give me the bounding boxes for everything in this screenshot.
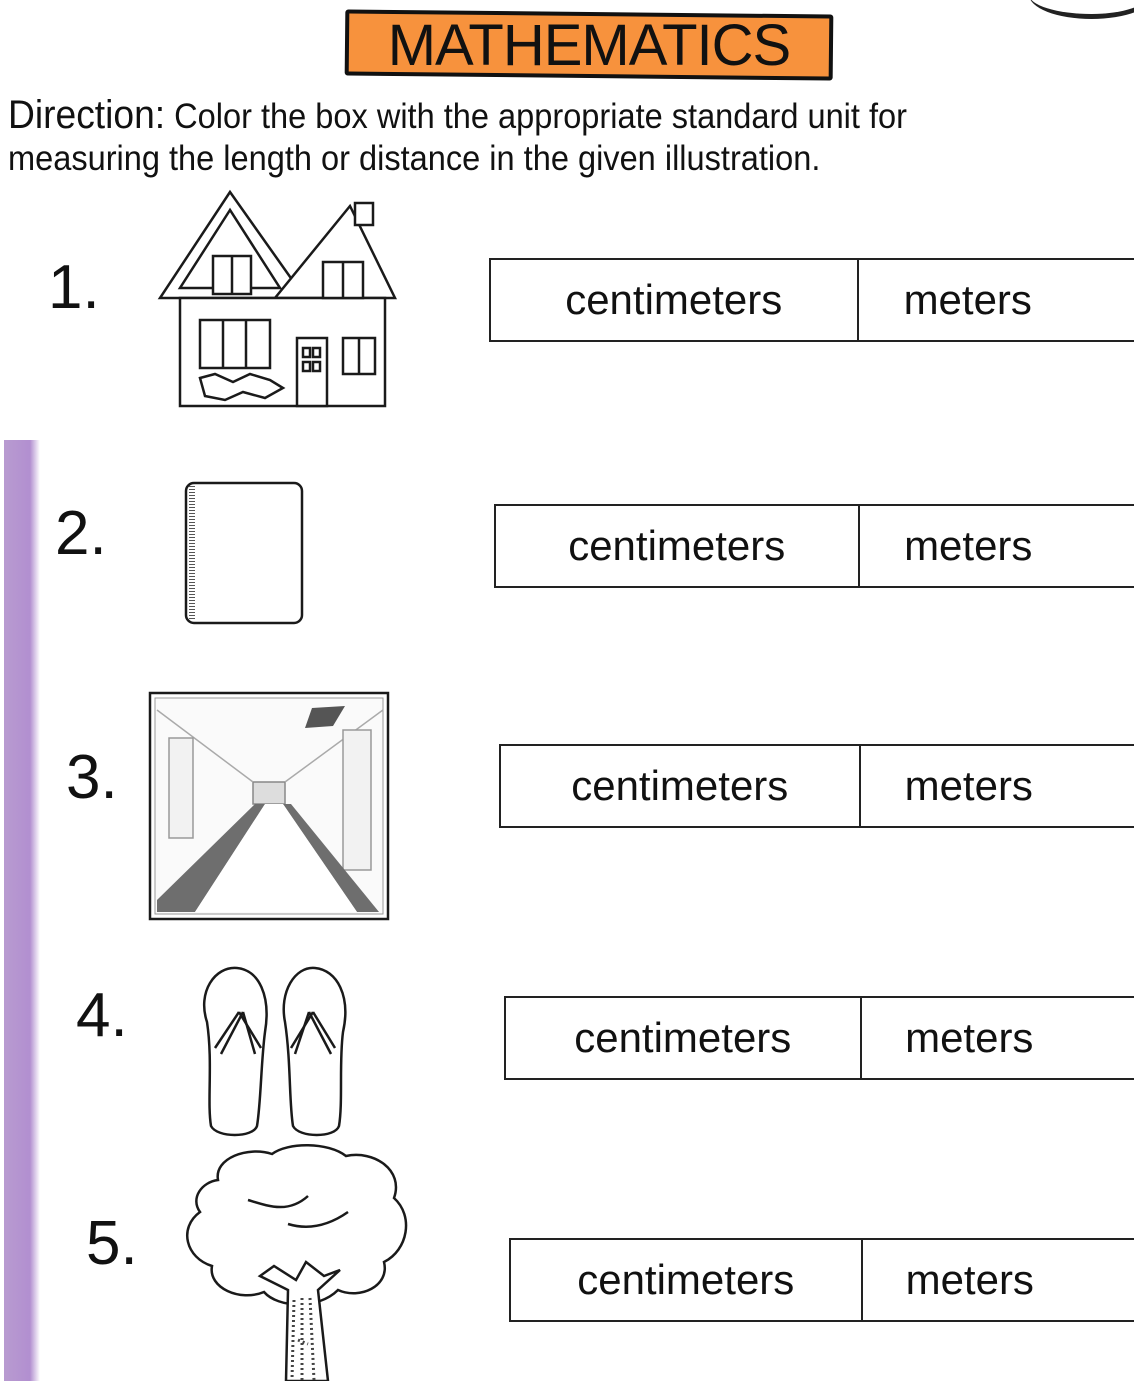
choice-row	[504, 996, 1134, 1080]
page-title: MATHEMATICS	[387, 13, 791, 78]
meters-option[interactable]: meters	[905, 1256, 1034, 1303]
choice-row	[509, 1238, 1134, 1322]
choice-row	[499, 744, 1134, 828]
centimeters-option[interactable]: centimeters	[491, 260, 859, 340]
centimeters-option[interactable]: centimeters	[496, 506, 860, 586]
margin-strip	[0, 440, 40, 1381]
corner-scribble	[1029, 0, 1134, 19]
choice-row	[489, 258, 1134, 342]
tree-icon	[178, 1140, 416, 1381]
notebook-icon	[183, 480, 307, 628]
meters-option[interactable]: meters	[904, 522, 1033, 569]
slippers-icon	[195, 962, 355, 1140]
hallway-icon	[147, 690, 393, 924]
item-number: 1.	[48, 253, 100, 322]
centimeters-option[interactable]: centimeters	[506, 998, 862, 1078]
meters-option[interactable]: meters	[904, 762, 1033, 809]
direction-text	[8, 94, 1031, 180]
centimeters-option[interactable]: centimeters	[501, 746, 861, 826]
item-number: 5.	[86, 1209, 138, 1278]
direction-label: Direction:	[8, 93, 166, 137]
choice-row	[494, 504, 1134, 588]
item-number: 2.	[55, 499, 107, 568]
direction-body: Color the box with the appropriate standard unit for measuring the length or distance in the given illustration.	[8, 97, 907, 178]
item-number: 3.	[66, 743, 118, 812]
house-icon	[155, 188, 400, 410]
item-number: 4.	[76, 981, 128, 1050]
meters-option[interactable]: meters	[903, 276, 1032, 323]
meters-option[interactable]: meters	[905, 1014, 1034, 1061]
centimeters-option[interactable]: centimeters	[511, 1240, 863, 1320]
